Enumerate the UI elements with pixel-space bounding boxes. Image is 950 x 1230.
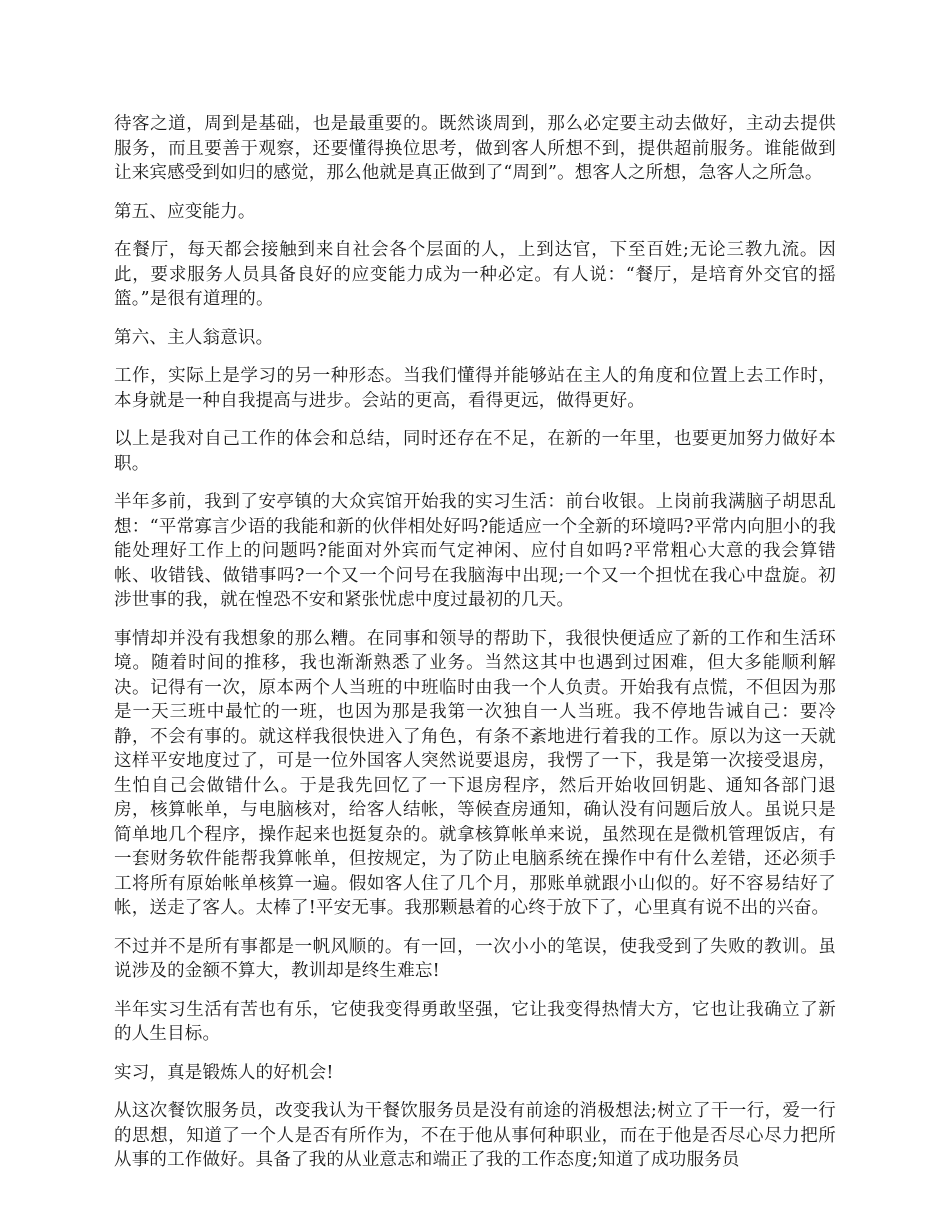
paragraph-reflection: 半年实习生活有苦也有乐，它使我变得勇敢坚强，它让我变得热情大方，它也让我确立了新的人生目标。 <box>114 999 836 1044</box>
paragraph-adaptability: 在餐厅，每天都会接触到来自社会各个层面的人，上到达官，下至百姓;无论三教九流。因此，要求服务人员具备良好的应变能力成为一种必定。有人说：“餐厅，是培育外交官的摇篮。”是很有道理的。 <box>114 240 836 309</box>
paragraph-opportunity: 实习，真是锻炼人的好机会! <box>114 1062 334 1083</box>
paragraph-conclusion: 从这次餐饮服务员，改变我认为干餐饮服务员是没有前途的消极想法;树立了干一行，爱一行的思想，知道了一个人是否有所作为，不在于他从事何种职业，而在于他是否尽心尽力把所从事的工作做好。具备了我的从业意志和端正了我的工作态度;知道了成功服务员 <box>114 1101 836 1170</box>
paragraph-checkout-story: 事情却并没有我想象的那么糟。在同事和领导的帮助下，我很快便适应了新的工作和生活环境。随着时间的推移，我也渐渐熟悉了业务。当然这其中也遇到过困难，但大多能顺利解决。记得有一次，原本两个人当班的中班临时由我一个人负责。开始我有点慌，不但因为那是一天三班中最忙的一班，也因为那是我第一次独自一人当班。我不停地告诫自己：要冷静，不会有事的。就这样我很快进入了角色，有条不紊地进行着我的工作。原以为这一天就这样平安地度过了，可是一位外国客人突然说要退房，我愣了一下，我是第一次接受退房，生怕自己会做错什么。于是我先回忆了一下退房程序，然后开始收回钥匙、通知各部门退房，核算帐单，与电脑核对，给客人结帐，等候查房通知，确认没有问题后放人。虽说只是简单地几个程序，操作起来也挺复杂的。就拿核算帐单来说，虽然现在是微机管理饭店，有一套财务软件能帮我算帐单，但按规定，为了防止电脑系统在操作中有什么差错，还必须手工将所有原始帐单核算一遍。假如客人住了几个月，那账单就跟小山似的。好不容易结好了帐，送走了客人。太棒了!平安无事。我那颗悬着的心终于放下了，心里真有说不出的兴奋。 <box>114 628 836 918</box>
heading-ownership: 第六、主人翁意识。 <box>114 327 274 348</box>
heading-adaptability: 第五、应变能力。 <box>114 201 256 222</box>
paragraph-lesson: 不过并不是所有事都是一帆风顺的。有一回，一次小小的笔误，使我受到了失败的教训。虽说涉及的金额不算大，教训却是终生难忘! <box>114 936 836 981</box>
document-body <box>114 112 836 1187</box>
paragraph-internship-start: 半年多前，我到了安亭镇的大众宾馆开始我的实习生活：前台收银。上岗前我满脑子胡思乱想：“平常寡言少语的我能和新的伙伴相处好吗?能适应一个全新的环境吗?平常内向胆小的我能处理好工作上的问题吗?能面对外宾而气定神闲、应付自如吗?平常粗心大意的我会算错帐、收错钱、做错事吗?一个又一个问号在我脑海中出现;一个又一个担忧在我心中盘旋。初涉世事的我，就在惶恐不安和紧张忧虑中度过最初的几天。 <box>114 492 836 610</box>
paragraph-ownership: 工作，实际上是学习的另一种形态。当我们懂得并能够站在主人的角度和位置上去工作时，本身就是一种自我提高与进步。会站的更高，看得更远，做得更好。 <box>114 366 836 411</box>
paragraph-hospitality: 待客之道，周到是基础，也是最重要的。既然谈周到，那么必定要主动去做好，主动去提供服务，而且要善于观察，还要懂得换位思考，做到客人所想不到，提供超前服务。谁能做到让来宾感受到如归的感觉，那么他就是真正做到了“周到”。想客人之所想，急客人之所急。 <box>114 114 836 183</box>
paragraph-summary: 以上是我对自己工作的体会和总结，同时还存在不足，在新的一年里，也要更加努力做好本职。 <box>114 429 836 474</box>
